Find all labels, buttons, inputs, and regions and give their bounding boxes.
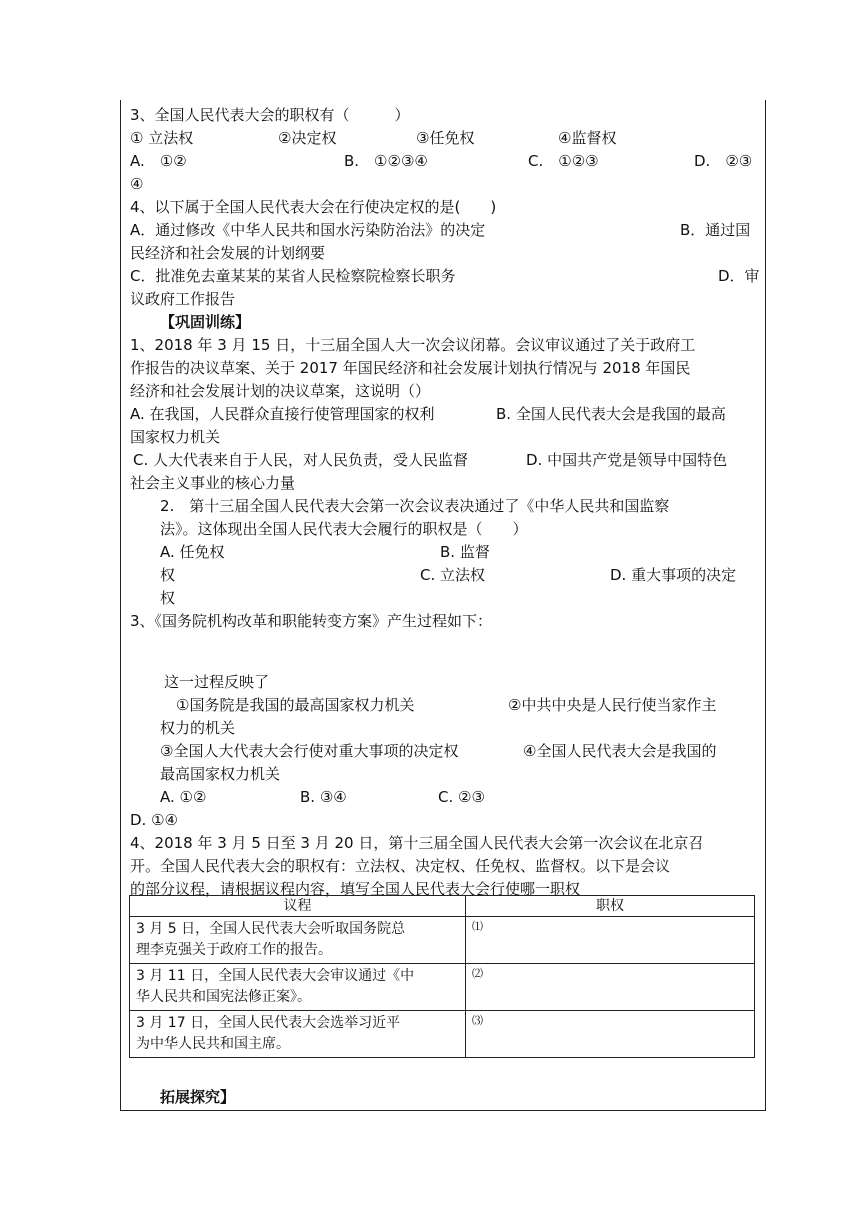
t1-option-b: B. 全国人民代表大会是我国的最高 [496, 405, 726, 423]
power-answer-cell[interactable] [466, 1011, 755, 1058]
q4-option-a: A．通过修改《中华人民共和国水污染防治法》的决定 [130, 221, 486, 239]
t3-option-b: B. ③④ [300, 788, 347, 806]
q4-stem: 4、以下属于全国人民代表大会在行使决定权的是( ) [130, 198, 497, 216]
t4-line-2: 开。全国人民代表大会的职权有：立法权、决定权、任免权、监督权。以下是会议 [130, 857, 671, 875]
t1-line-1: 1、2018 年 3 月 15 日，十三届全国人大一次会议闭幕。会议审议通过了关于政府工 [130, 336, 696, 354]
answer-marker: ⑵ [472, 967, 483, 980]
agenda-line: 3 月 17 日，全国人民代表大会选举习近平 [136, 1015, 401, 1031]
t3-option-c: C. ②③ [438, 788, 485, 806]
answer-marker: ⑴ [472, 920, 483, 933]
table-row [130, 917, 755, 964]
q3-option-a: A. ①② [130, 152, 187, 170]
q3-item-1: ① 立法权 [130, 129, 194, 147]
t3-line-1: 3、《国务院机构改革和职能转变方案》产生过程如下： [130, 612, 493, 630]
table-row [130, 964, 755, 1011]
t2-option-c: C. 立法权 [420, 566, 486, 584]
t4-line-1: 4、2018 年 3 月 5 日至 3 月 20 日，第十三届全国人民代表大会第一次会议在北京召 [130, 834, 704, 852]
t4-line-3: 的部分议程，请根据议程内容，填写全国人民代表大会行使哪一职权 [130, 880, 581, 898]
t3-option-a: A. ①② [160, 788, 207, 806]
column-header-agenda: 议程 [130, 896, 466, 917]
t2-option-d-wrap: 权 [160, 589, 176, 607]
agenda-cell [130, 917, 466, 964]
t2-option-d: D. 重大事项的决定 [610, 566, 737, 584]
t1-option-d-wrap: 社会主义事业的核心力量 [130, 474, 296, 492]
section-heading-practice: 【巩固训练】 [160, 313, 251, 331]
t1-option-b-wrap: 国家权力机关 [130, 428, 221, 446]
q3-option-c: C. ①②③ [528, 152, 599, 170]
t1-option-d: D. 中国共产党是领导中国特色 [526, 451, 728, 469]
agenda-line: 3 月 11 日，全国人民代表大会审议通过《中 [136, 968, 415, 984]
answer-marker: ⑶ [472, 1014, 483, 1027]
q4-option-b: B．通过国 [680, 221, 751, 239]
t1-line-2: 作报告的决议草案、关于 2017 年国民经济和社会发展计划执行情况与 2018 年国民 [130, 359, 691, 377]
t2-option-a: A. 任免权 [160, 543, 225, 561]
t1-line-3: 经济和社会发展计划的决议草案，这说明（） [130, 382, 431, 400]
q3-item-3: ③任免权 [416, 129, 475, 147]
agenda-line: 为中华人民共和国主席。 [136, 1036, 290, 1052]
q3-option-d-wrap: ④ [130, 175, 144, 193]
q3-item-4: ④监督权 [558, 129, 617, 147]
section-heading-explore: 拓展探究】 [160, 1088, 236, 1106]
t3-statement-1: ①国务院是我国的最高国家权力机关 [176, 696, 415, 714]
t1-option-a: A. 在我国，人民群众直接行使管理国家的权利 [130, 405, 435, 423]
t3-option-d: D. ①④ [130, 811, 178, 829]
column-header-power: 职权 [466, 896, 755, 917]
agenda-line: 华人民共和国宪法修正案》。 [136, 989, 311, 1005]
t3-line-2: 这一过程反映了 [164, 673, 270, 691]
t2-option-b: B. 监督 [440, 543, 490, 561]
t3-statement-2: ②中共中央是人民行使当家作主 [508, 696, 717, 714]
agenda-cell [130, 964, 466, 1011]
t3-statement-2-wrap: 权力的机关 [160, 719, 236, 737]
t2-line-2: 法》。这体现出全国人民代表大会履行的职权是（ ） [160, 520, 528, 538]
table-header-row [130, 896, 755, 917]
agenda-line: 3 月 5 日，全国人民代表大会听取国务院总 [136, 921, 406, 937]
power-answer-cell[interactable] [466, 917, 755, 964]
q3-option-b: B. ①②③④ [344, 152, 428, 170]
q3-option-d: D. ②③ [694, 152, 753, 170]
power-answer-cell[interactable] [466, 964, 755, 1011]
q3-stem: 3、全国人民代表大会的职权有（ ） [130, 106, 410, 124]
q4-option-d: D．审 [718, 267, 760, 285]
t3-statement-4-wrap: 最高国家权力机关 [160, 765, 281, 783]
t3-statement-4: ④全国人民代表大会是我国的 [523, 742, 717, 760]
agenda-line: 理李克强关于政府工作的报告。 [136, 942, 332, 958]
t1-option-c: C. 人大代表来自于人民，对人民负责，受人民监督 [133, 451, 469, 469]
q4-option-b-wrap: 民经济和社会发展的计划纲要 [130, 244, 326, 262]
t3-statement-3: ③全国人大代表大会行使对重大事项的决定权 [160, 742, 459, 760]
agenda-table [129, 895, 755, 1058]
q4-option-c: C．批准免去童某某的某省人民检察院检察长职务 [130, 267, 456, 285]
q4-option-d-wrap: 议政府工作报告 [130, 290, 236, 308]
table-row [130, 1011, 755, 1058]
t2-line-1: 2. 第十三届全国人民代表大会第一次会议表决通过了《中华人民共和国监察 [160, 497, 670, 515]
agenda-cell [130, 1011, 466, 1058]
t2-option-b-wrap: 权 [160, 566, 176, 584]
q3-item-2: ②决定权 [278, 129, 337, 147]
